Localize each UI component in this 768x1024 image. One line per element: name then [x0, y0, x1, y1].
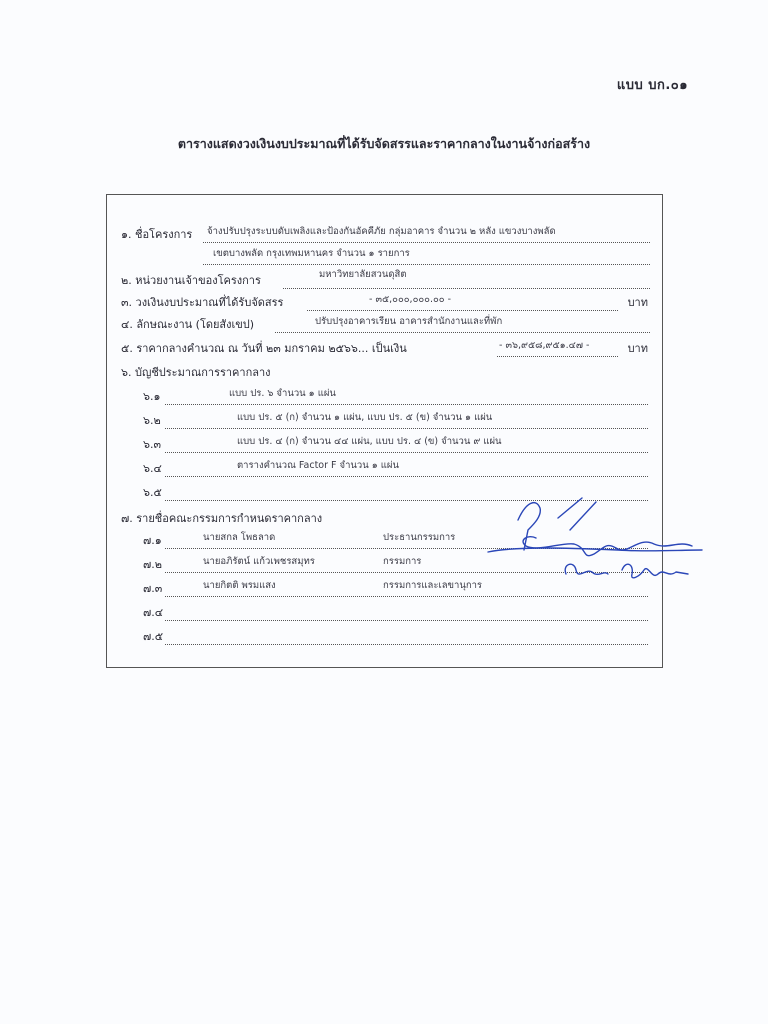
row-6-2	[107, 411, 662, 431]
budget-value: - ๓๕,๐๐๐,๐๐๐.๐๐ -	[369, 294, 452, 305]
median-label: ๕. ราคากลางคำนวณ ณ วันที่ ๒๓ มกราคม ๒๕๖๖... เป็นเงิน	[121, 342, 407, 355]
account-6-3: แบบ ปร. ๔ (ก) จำนวน ๔๔ แผ่น, แบบ ปร. ๔ (ข) จำนวน ๙ แผ่น	[237, 436, 502, 447]
document-title: ตารางแสดงวงเงินงบประมาณที่ได้รับจัดสรรและราคากลางในงานจ้างก่อสร้าง	[177, 136, 591, 151]
budget-unit: บาท	[627, 296, 648, 309]
budget-label: ๓. วงเงินงบประมาณที่ได้รับจัดสรร	[121, 296, 284, 309]
item-number: ๖.๓	[143, 438, 161, 451]
item-number: ๗.๔	[143, 606, 164, 619]
row-6-3	[107, 435, 662, 455]
row-agency	[107, 271, 662, 291]
row-median-price	[107, 339, 662, 359]
item-number: ๖.๔	[143, 462, 162, 475]
item-number: ๖.๕	[143, 486, 162, 499]
member-role: กรรมการและเลขานุการ	[383, 580, 483, 591]
account-6-4: ตารางคำนวณ Factor F จำนวน ๑ แผ่น	[237, 460, 399, 471]
nature-label: ๔. ลักษณะงาน (โดยสังเขป)	[121, 318, 255, 331]
account-6-2: แบบ ปร. ๕ (ก) จำนวน ๑ แผ่น, แบบ ปร. ๕ (ข) จำนวน ๑ แผ่น	[237, 412, 493, 423]
row-project-line2	[107, 247, 662, 267]
agency-value: มหาวิทยาลัยสวนดุสิต	[319, 269, 407, 280]
handwritten-signatures	[478, 490, 708, 600]
row-7-4	[107, 603, 662, 623]
agency-label: ๒. หน่วยงานเจ้าของโครงการ	[121, 274, 261, 287]
project-name-line1: จ้างปรับปรุงระบบดับเพลิงและป้องกันอัคคีภัย กลุ่มอาคาร จำนวน ๒ หลัง แขวงบางพลัด	[207, 226, 556, 237]
item-number: ๖.๒	[143, 414, 161, 427]
item-number: ๖.๑	[143, 390, 161, 403]
member-role: ประธานกรรมการ	[383, 532, 456, 543]
committee-label: ๗. รายชื่อคณะกรรมการกำหนดราคากลาง	[121, 512, 323, 525]
row-project	[107, 225, 662, 245]
item-number: ๗.๒	[143, 558, 163, 571]
account-6-1: แบบ ปร. ๖ จำนวน ๑ แผ่น	[229, 388, 336, 399]
member-name: นายสกล โพธลาด	[203, 532, 276, 543]
median-value: - ๓๖,๙๕๘,๙๕๑.๔๗ -	[499, 340, 590, 351]
project-name-line2: เขตบางพลัด กรุงเทพมหานคร จำนวน ๑ รายการ	[213, 248, 410, 259]
row-6-1	[107, 387, 662, 407]
project-label: ๑. ชื่อโครงการ	[121, 228, 193, 241]
member-name: นายอภิรัตน์ แก้วเพชรสมุทร	[203, 556, 315, 567]
row-7-5	[107, 627, 662, 647]
row-6-4	[107, 459, 662, 479]
member-name: นายกิตติ พรมแสง	[203, 580, 276, 591]
median-unit: บาท	[627, 342, 648, 355]
item-number: ๗.๓	[143, 582, 163, 595]
form-code: แบบ บก.๐๑	[616, 78, 688, 93]
nature-value: ปรับปรุงอาคารเรียน อาคารสำนักงานและที่พัก	[315, 316, 503, 327]
row-budget	[107, 293, 662, 313]
item-number: ๗.๑	[143, 534, 162, 547]
member-role: กรรมการ	[383, 556, 422, 567]
accounts-label: ๖. บัญชีประมาณการราคากลาง	[121, 366, 271, 379]
item-number: ๗.๕	[143, 630, 164, 643]
row-nature	[107, 315, 662, 335]
row-accounts	[107, 363, 662, 383]
